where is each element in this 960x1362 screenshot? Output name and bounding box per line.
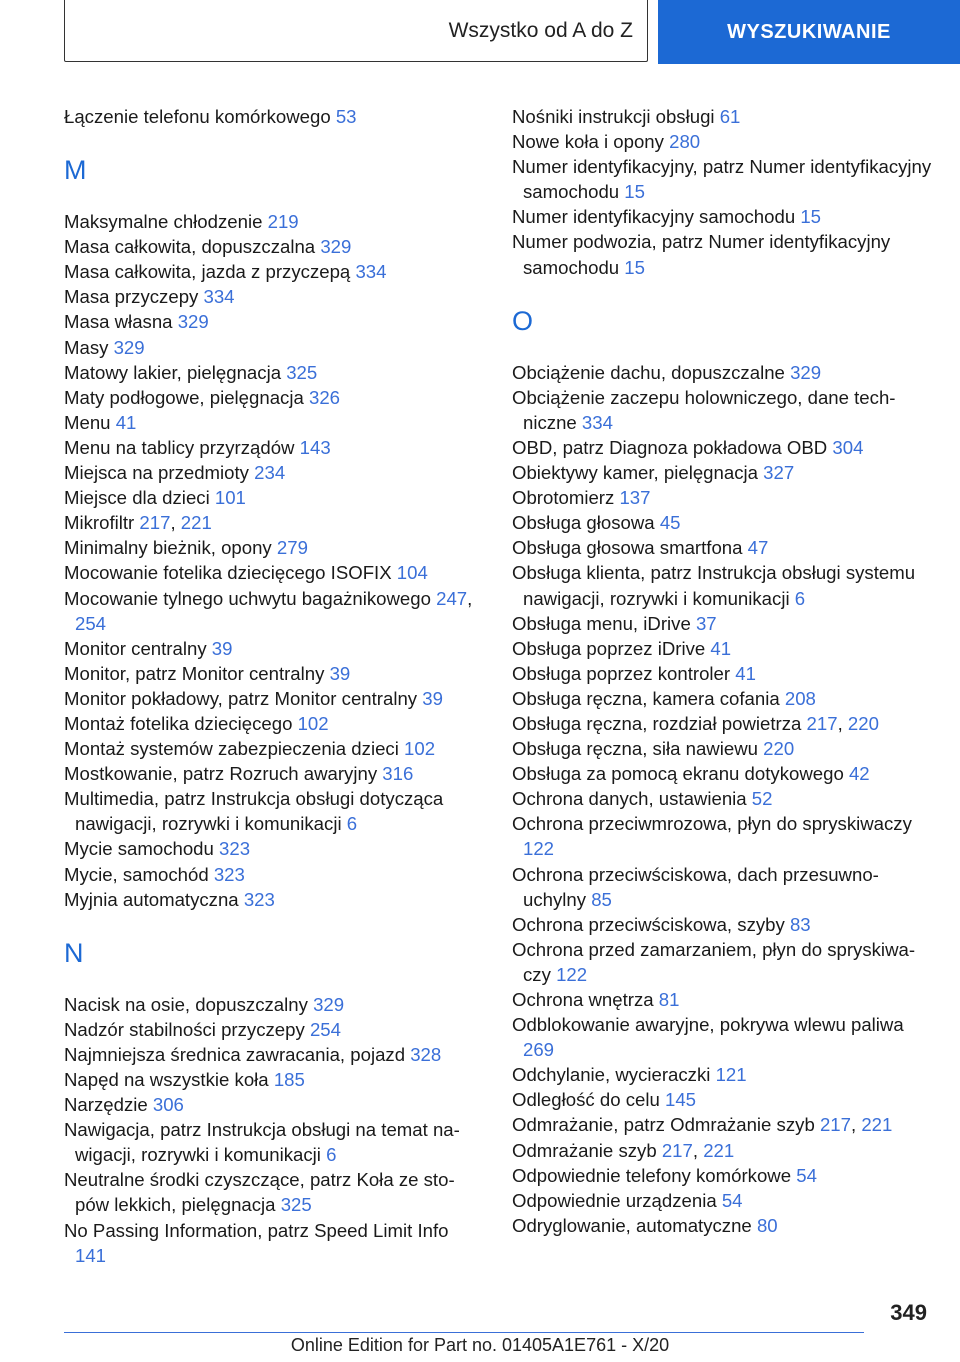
index-entry-term: Masy xyxy=(64,336,114,358)
index-entry-term: Montaż systemów zabezpieczenia dzieci xyxy=(64,738,405,760)
page-reference-link[interactable]: 15 xyxy=(624,256,645,278)
index-entry xyxy=(512,1087,932,1112)
page-reference-link[interactable]: 42 xyxy=(848,763,870,785)
index-entry-term: Obsługa ręczna, siła nawiewu xyxy=(512,738,764,760)
page-reference-link[interactable]: 219 xyxy=(267,211,299,233)
index-entry xyxy=(64,209,474,234)
page-reference-link[interactable]: 6 xyxy=(346,813,358,835)
index-entry-term: Masa całkowita, jazda z przyczepą xyxy=(64,261,356,283)
page-reference-link[interactable]: 6 xyxy=(794,587,806,609)
index-entry-term: Miejsca na przedmioty xyxy=(64,462,255,484)
page-reference-link[interactable]: 41 xyxy=(710,637,732,659)
index-entry xyxy=(512,104,932,129)
index-entry xyxy=(64,1042,474,1067)
index-entry-term: Numer identyfikacyjny samochodu xyxy=(512,206,801,228)
index-entry xyxy=(64,360,474,385)
page-reference-link[interactable]: 323 xyxy=(213,863,245,885)
index-entry xyxy=(64,786,474,836)
index-entry-term: Obciążenie dachu, dopuszczalne xyxy=(512,361,791,383)
index-entry-term: Mocowanie fotelika dziecięcego ISOFIX xyxy=(64,562,397,584)
index-entry-term: Maty podłogowe, pielęgnacja xyxy=(64,386,309,408)
index-entry-term: Obsługa głosowa xyxy=(512,512,660,534)
tab-search-label: WYSZUKIWANIE xyxy=(727,20,891,43)
index-entry: Obsługa ręczna, rozdział powietrza 217, 220 xyxy=(512,712,879,734)
index-entry: Mocowanie tylnego uchwytu bagażnikowego 247, 254 xyxy=(64,587,473,634)
index-entry xyxy=(64,992,474,1017)
page-reference-link[interactable]: 145 xyxy=(664,1089,697,1111)
index-entry xyxy=(512,1012,932,1062)
page-reference-link[interactable]: 323 xyxy=(219,838,251,860)
index-entry-term: Odmrażanie szyb xyxy=(512,1139,662,1161)
index-entry-term: Ochrona przeciwmrozowa, płyn do spryskiwaczy xyxy=(512,813,912,835)
page-reference-link[interactable]: 323 xyxy=(243,888,275,910)
index-entry xyxy=(64,460,474,485)
index-entry xyxy=(64,284,474,309)
index-entry-term: Mocowanie tylnego uchwytu bagażnikowego xyxy=(64,587,437,609)
page-reference-link[interactable]: 220 xyxy=(847,712,879,734)
index-entry xyxy=(64,1017,474,1042)
page-reference-link[interactable]: 122 xyxy=(556,963,588,985)
index-entry-term: Montaż fotelika dziecięcego xyxy=(64,712,298,734)
page-reference-link[interactable]: 217 xyxy=(661,1139,693,1161)
index-entry-term: Obsługa poprzez kontroler xyxy=(512,662,736,684)
index-entry xyxy=(512,460,932,485)
page-reference-link[interactable]: 334 xyxy=(355,261,387,283)
index-entry-term: Mostkowanie, patrz Rozruch awaryjny xyxy=(64,763,383,785)
index-column-right xyxy=(512,104,932,1238)
index-entry-term: Najmniejsza średnica zawracania, pojazd xyxy=(64,1043,411,1065)
index-entry xyxy=(64,1117,474,1167)
index-entry-term: No Passing Information, patrz Speed Limit Info xyxy=(64,1219,449,1241)
index-entry-term: OBD, patrz Diagnoza pokładowa OBD xyxy=(512,436,833,458)
page-reference-link[interactable]: 304 xyxy=(832,436,864,458)
page-reference-link[interactable]: 141 xyxy=(75,1244,107,1266)
index-entry xyxy=(64,104,474,129)
index-entry-term: Obsługa klienta, patrz Instrukcja obsługi systemu nawigacji, rozrywki i komunikacji xyxy=(512,562,916,609)
index-entry-term: Nadzór stabilności przyczepy xyxy=(64,1018,310,1040)
index-entry-term: Nacisk na osie, dopuszczalny xyxy=(64,993,314,1015)
index-entry xyxy=(512,937,932,987)
index-entry-term: Monitor, patrz Monitor centralny xyxy=(64,662,330,684)
tab-index-a-z[interactable] xyxy=(64,0,648,62)
index-entry xyxy=(512,636,932,661)
index-entry xyxy=(512,129,932,154)
page-reference-link[interactable]: 254 xyxy=(309,1018,341,1040)
index-entry-term: Miejsce dla dzieci xyxy=(64,487,215,509)
page-reference-link[interactable]: 104 xyxy=(396,562,428,584)
index-entry xyxy=(64,836,474,861)
index-entry xyxy=(64,435,474,460)
index-entry xyxy=(512,485,932,510)
page-reference-link[interactable]: 329 xyxy=(313,993,345,1015)
page-reference-link[interactable]: 39 xyxy=(422,687,443,709)
index-entry xyxy=(512,862,932,912)
index-entry xyxy=(64,535,474,560)
index-entry-term: Obiektywy kamer, pielęgnacja xyxy=(512,462,764,484)
index-entry-term: Odległość do celu xyxy=(512,1089,665,1111)
index-entry-term: Łączenie telefonu komórkowego xyxy=(64,106,336,127)
page-reference-link[interactable]: 61 xyxy=(719,106,741,127)
page-header xyxy=(64,0,960,64)
index-entry-term: Monitor centralny xyxy=(64,637,212,659)
index-entry-term: Ochrona danych, ustawienia xyxy=(512,788,752,810)
index-entry xyxy=(64,234,474,259)
page-reference-link[interactable]: 334 xyxy=(203,286,235,308)
index-entry-term: Odblokowanie awaryjne, pokrywa wlewu paliwa xyxy=(512,1014,904,1036)
page-reference-link[interactable]: 121 xyxy=(715,1064,747,1086)
page-reference-link[interactable]: 37 xyxy=(695,612,717,634)
index-entry xyxy=(512,154,932,204)
page-reference-link[interactable]: 15 xyxy=(800,206,822,228)
index-entry-term: Obsługa ręczna, kamera cofania xyxy=(512,687,785,709)
index-letter-heading: M xyxy=(64,155,87,186)
index-entry-term: Obsługa poprzez iDrive xyxy=(512,637,711,659)
index-entry xyxy=(64,761,474,786)
index-entry-term: Masa przyczepy xyxy=(64,286,204,308)
index-entry xyxy=(64,736,474,761)
index-entry-term: Obsługa ręczna, rozdział powietrza xyxy=(512,712,807,734)
index-entry-term: Nawigacja, patrz Instrukcja obsługi na temat nawigacji, rozrywki i komunikacji xyxy=(64,1119,460,1166)
index-entry xyxy=(64,560,474,585)
page-reference-link[interactable]: 102 xyxy=(404,738,436,760)
index-entry-term: Masa własna xyxy=(64,311,178,333)
index-entry-term: Mikrofiltr xyxy=(64,512,140,534)
page-reference-link[interactable]: 137 xyxy=(619,487,651,509)
page-reference-link[interactable]: 221 xyxy=(861,1114,893,1136)
index-entry xyxy=(512,736,932,761)
index-entry xyxy=(512,761,932,786)
page-reference-link[interactable]: 6 xyxy=(326,1144,337,1166)
index-entry xyxy=(512,811,932,861)
index-entry-term: Menu na tablicy przyrządów xyxy=(64,436,300,458)
index-entry xyxy=(512,435,932,460)
index-entry-term: Monitor pokładowy, patrz Monitor centralny xyxy=(64,687,423,709)
index-entry-term: Ochrona wnętrza xyxy=(512,989,659,1010)
index-entry-term: Ochrona przed zamarzaniem, płyn do spryskiwaczy xyxy=(512,938,916,985)
page-reference-link[interactable]: 53 xyxy=(335,106,357,127)
index-entry-term: Odmrażanie, patrz Odmrażanie szyb xyxy=(512,1114,820,1136)
page-reference-link[interactable]: 101 xyxy=(214,487,246,509)
index-entry-term: Narzędzie xyxy=(64,1094,153,1116)
index-entry xyxy=(512,1163,932,1188)
page-reference-link[interactable]: 328 xyxy=(410,1043,442,1065)
page-reference-link[interactable]: 54 xyxy=(721,1189,743,1211)
page-reference-link[interactable]: 280 xyxy=(669,131,701,153)
index-entry-term: Obsługa za pomocą ekranu dotykowego xyxy=(512,763,849,785)
index-entry xyxy=(512,1062,932,1087)
page-reference-link[interactable]: 54 xyxy=(796,1164,817,1186)
index-entry xyxy=(64,1092,474,1117)
index-entry-term: Ochrona przeciwściskowa, szyby xyxy=(512,913,790,935)
index-entry-term: Obciążenie zaczepu holowniczego, dane techniczne xyxy=(512,386,896,433)
index-entry xyxy=(512,204,932,229)
page-reference-link[interactable]: 80 xyxy=(756,1214,778,1236)
index-letter-heading: O xyxy=(512,305,534,336)
page-reference-link[interactable]: 220 xyxy=(763,738,795,760)
index-entry xyxy=(512,912,932,937)
page-reference-link[interactable]: 279 xyxy=(276,537,308,559)
page-reference-link[interactable]: 221 xyxy=(703,1139,735,1161)
index-entry-term: Odpowiednie telefony komórkowe xyxy=(512,1164,797,1186)
page-reference-link[interactable]: 269 xyxy=(523,1039,555,1061)
index-entry-term: Matowy lakier, pielęgnacja xyxy=(64,361,287,383)
page-reference-link[interactable]: 15 xyxy=(624,181,645,203)
index-entry-term: Nośniki instrukcji obsługi xyxy=(512,106,720,127)
index-entry-term: Nowe koła i opony xyxy=(512,131,670,153)
page-reference-link[interactable]: 102 xyxy=(297,712,329,734)
page-reference-link[interactable]: 325 xyxy=(286,361,318,383)
index-entry xyxy=(64,259,474,284)
index-entry-term: Odchylanie, wycieraczki xyxy=(512,1064,716,1086)
index-entry xyxy=(64,309,474,334)
index-entry xyxy=(512,535,932,560)
page-reference-link[interactable]: 329 xyxy=(790,361,822,383)
index-entry xyxy=(512,786,932,811)
index-entry-term: Odryglowanie, automatyczne xyxy=(512,1214,757,1236)
page-reference-link[interactable]: 234 xyxy=(254,462,286,484)
index-entry-term: Ochrona przeciwściskowa, dach przesuwnouchylny xyxy=(512,863,879,910)
index-entry-term: Minimalny bieżnik, opony xyxy=(64,537,277,559)
index-entry xyxy=(64,636,474,661)
index-entry xyxy=(512,229,932,279)
index-entry-term: Myjnia automatyczna xyxy=(64,888,244,910)
index-entry xyxy=(512,360,932,385)
page-reference-link[interactable]: 217 xyxy=(139,512,171,534)
index-entry xyxy=(512,1213,932,1238)
index-column-left xyxy=(64,104,474,1268)
index-entry xyxy=(64,661,474,686)
index-entry xyxy=(512,686,932,711)
index-entry-term: Numer identyfikacyjny, patrz Numer identyfikacyjny samochodu xyxy=(512,156,932,203)
index-entry: Mikrofiltr 217, 221 xyxy=(64,512,212,534)
index-entry xyxy=(64,1218,474,1268)
index-entry-term: Neutralne środki czyszczące, patrz Koła ze stopów lekkich, pielęgnacja xyxy=(64,1169,455,1216)
page-reference-link[interactable]: 217 xyxy=(819,1114,851,1136)
page-reference-link[interactable]: 41 xyxy=(735,662,756,684)
page-reference-link[interactable]: 47 xyxy=(747,537,769,559)
index-entry xyxy=(64,711,474,736)
tab-index-label: Wszystko od A do Z xyxy=(448,18,633,42)
page-reference-link[interactable]: 334 xyxy=(581,411,613,433)
index-entry xyxy=(64,862,474,887)
page-reference-link[interactable]: 39 xyxy=(329,662,351,684)
index-entry-term: Napęd na wszystkie koła xyxy=(64,1069,274,1090)
page-reference-link[interactable]: 329 xyxy=(113,336,145,358)
page-reference-link[interactable]: 185 xyxy=(273,1069,305,1090)
page-reference-link[interactable]: 254 xyxy=(75,612,107,634)
index-entry xyxy=(64,686,474,711)
index-entry xyxy=(64,385,474,410)
footer-divider xyxy=(64,1332,864,1333)
index-entry-term: Mycie samochodu xyxy=(64,838,220,860)
page-reference-link[interactable]: 316 xyxy=(382,763,414,785)
index-entry xyxy=(64,1067,474,1092)
page-reference-link[interactable]: 85 xyxy=(591,888,612,910)
page-reference-link[interactable]: 326 xyxy=(308,386,341,408)
index-entry xyxy=(512,385,932,435)
index-entry-term: Obrotomierz xyxy=(512,487,620,509)
index-entry-term: Multimedia, patrz Instrukcja obsługi dotycząca nawigacji, rozrywki i komunikacji xyxy=(64,788,444,835)
index-entry xyxy=(64,410,474,435)
page-reference-link[interactable]: 83 xyxy=(789,913,811,935)
page-reference-link[interactable]: 122 xyxy=(523,838,555,860)
index-entry-term: Menu xyxy=(64,411,116,433)
tab-search[interactable] xyxy=(658,0,960,64)
index-entry-term: Maksymalne chłodzenie xyxy=(64,211,268,233)
index-entry-term: Obsługa głosowa smartfona xyxy=(512,537,748,559)
page-reference-link[interactable]: 52 xyxy=(751,788,773,810)
index-entry-term: Masa całkowita, dopuszczalna xyxy=(64,236,321,258)
index-entry-term: Mycie, samochód xyxy=(64,863,214,885)
page-reference-link[interactable]: 45 xyxy=(659,512,681,534)
index-entry-term: Obsługa menu, iDrive xyxy=(512,612,696,634)
page-reference-link[interactable]: 247 xyxy=(436,587,468,609)
index-entry xyxy=(512,560,932,610)
page-reference-link[interactable]: 325 xyxy=(280,1194,312,1216)
footer-edition-text: Online Edition for Part no. 01405A1E761 - X/20 xyxy=(290,1335,670,1355)
page-reference-link[interactable]: 41 xyxy=(115,411,137,433)
index-entry xyxy=(64,335,474,360)
page-reference-link[interactable]: 221 xyxy=(180,512,212,534)
index-entry xyxy=(512,987,932,1012)
index-entry xyxy=(512,1188,932,1213)
index-entry: Odmrażanie, patrz Odmrażanie szyb 217, 221 xyxy=(512,1114,893,1136)
index-entry: Odmrażanie szyb 217, 221 xyxy=(512,1139,735,1161)
index-entry xyxy=(512,661,932,686)
index-letter-heading: N xyxy=(64,937,84,968)
page-reference-link[interactable]: 327 xyxy=(763,462,795,484)
page-number: 349 xyxy=(890,1300,927,1325)
page-reference-link[interactable]: 329 xyxy=(177,311,209,333)
index-entry xyxy=(512,611,932,636)
page-reference-link[interactable]: 39 xyxy=(211,637,233,659)
index-entry xyxy=(64,485,474,510)
index-entry-term: Odpowiednie urządzenia xyxy=(512,1189,722,1211)
index-entry-term: Numer podwozia, patrz Numer identyfikacyjny samochodu xyxy=(512,231,891,278)
page-reference-link[interactable]: 81 xyxy=(658,989,680,1010)
index-entry xyxy=(64,887,474,912)
page-reference-link[interactable]: 217 xyxy=(806,712,838,734)
page-reference-link[interactable]: 329 xyxy=(320,236,352,258)
index-entry xyxy=(64,1167,474,1217)
page-reference-link[interactable]: 306 xyxy=(152,1094,184,1116)
index-entry xyxy=(512,510,932,535)
page-reference-link[interactable]: 143 xyxy=(299,436,331,458)
page-reference-link[interactable]: 208 xyxy=(784,687,816,709)
